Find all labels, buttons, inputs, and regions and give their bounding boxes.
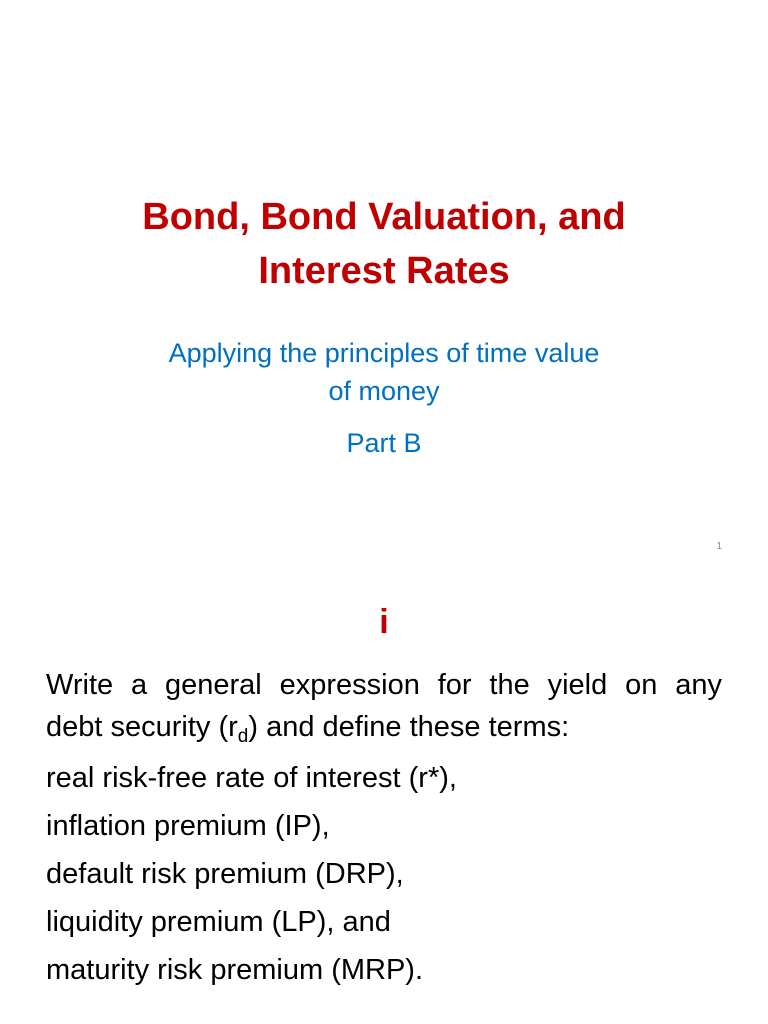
term-liquidity-premium: liquidity premium (LP), and [46, 906, 391, 938]
subtitle-line-2: of money [328, 376, 440, 406]
term-inflation-premium: inflation premium (IP), [46, 810, 330, 842]
question-line-2 [46, 706, 722, 748]
term-real-risk-free-rate: real risk-free rate of interest (r*), [46, 762, 457, 794]
slide-2 [0, 576, 768, 1024]
question-line-2-start: debt security (r [46, 711, 238, 743]
question-body [46, 664, 722, 994]
title-line-1: Bond, Bond Valuation, and [142, 196, 626, 238]
part-label: Part B [346, 428, 422, 458]
title-line-2: Interest Rates [258, 250, 510, 292]
subscript-d: d [237, 726, 249, 747]
page-number: 1 [716, 541, 722, 552]
question-line-1: Write a general expression for the yield on any [46, 669, 722, 701]
subtitle-line-1: Applying the principles of time value [168, 338, 600, 368]
term-default-risk-premium: default risk premium (DRP), [46, 858, 404, 890]
term-maturity-risk-premium: maturity risk premium (MRP). [46, 954, 424, 986]
question-line-2-end: ) and define these terms: [248, 711, 570, 743]
slide-subtitle [90, 334, 678, 410]
slide-title [60, 190, 708, 298]
section-heading: i [379, 603, 389, 641]
